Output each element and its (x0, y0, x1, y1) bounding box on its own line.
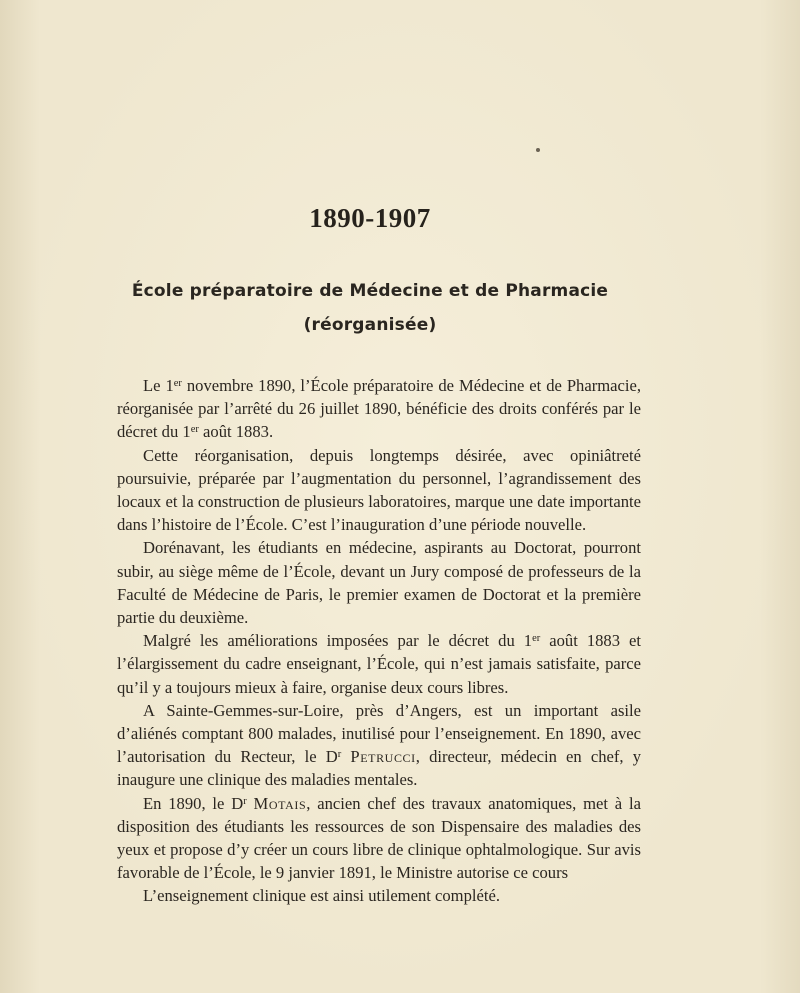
paragraph-6-text-a: En 1890, le D (143, 793, 244, 813)
paragraph-5-text-b: , directeur, médecin en chef, y inaugure une clinique des maladies mentales. (117, 747, 641, 790)
paragraph-3: Dorénavant, les étudiants en médecine, aspirants au Doctorat, pourront subir, au siège même de l’École, devant un Jury composé de professeurs de la Faculté de Médecine de Paris, le premier examen de Doctorat et la première partie du deuxième. (117, 538, 641, 628)
ink-speck (536, 148, 540, 152)
subtitle-line-1: École préparatoire de Médecine et de Pharmacie (131, 281, 609, 301)
body-text (117, 374, 641, 908)
person-name: Motais (253, 793, 307, 813)
paragraph-4 (117, 629, 641, 699)
person-name: Petrucci (350, 747, 416, 767)
paragraph-4-text-b: août 1883 et l’élargissement du cadre enseignant, l’École, qui n’est jamais satisfaite, parce qu’il y a toujours mieux à faire, organise deux cours libres. (117, 631, 641, 697)
paragraph-1-text-c: août 1883. (198, 422, 274, 442)
paragraph-2: Cette réorganisation, depuis longtemps désirée, avec opiniâtreté poursuivie, préparée par l’augmentation du personnel, l’agrandissement des locaux et la construction de plusieurs laboratoires, marque une date importante dans l’histoire de l’École. C’est l’inauguration d’une période nouvelle. (117, 445, 641, 535)
ordinal-superscript: er (190, 424, 199, 436)
title-superscript: r (243, 795, 247, 807)
paragraph-1-text-b: novembre 1890, l’École préparatoire de Médecine et de Pharmacie, réorganisée par l’arrêté du 26 juillet 1890, bénéficie des droits conférés par le décret du 1 (117, 376, 642, 442)
paragraph-5 (117, 699, 641, 792)
paragraph-4-text-a: Malgré les améliorations imposées par le décret du 1 (143, 631, 533, 651)
ordinal-superscript: er (173, 378, 182, 389)
paragraph-7: L’enseignement clinique est ainsi utilement complété. (143, 886, 500, 906)
paragraph-1-text-a: Le 1 (143, 376, 174, 395)
paragraph-1 (117, 374, 641, 444)
ordinal-superscript: er (532, 633, 541, 645)
paragraph-6-text-b: , ancien chef des travaux anatomiques, met à la disposition des étudiants les ressources de son Dispensaire des maladies des yeux et propose d’y créer un cours libre de clinique ophtalmologique. Sur avis favorable de l’École, le 9 janvier 1891, le Ministre autorise ce cours (117, 793, 641, 883)
paragraph-5-text-a: A Sainte-Gemmes-sur-Loire, près d’Angers, est un important asile d’aliénés comptant 800 malades, inutilisé pour l’enseignement. En 1890, avec l’autorisation du Recteur, le D (117, 700, 641, 767)
title-superscript: r (337, 749, 342, 761)
page-title: 1890-1907 (309, 203, 431, 233)
subtitle-line-2: (réorganisée) (303, 315, 437, 335)
paragraph-6 (117, 792, 641, 885)
